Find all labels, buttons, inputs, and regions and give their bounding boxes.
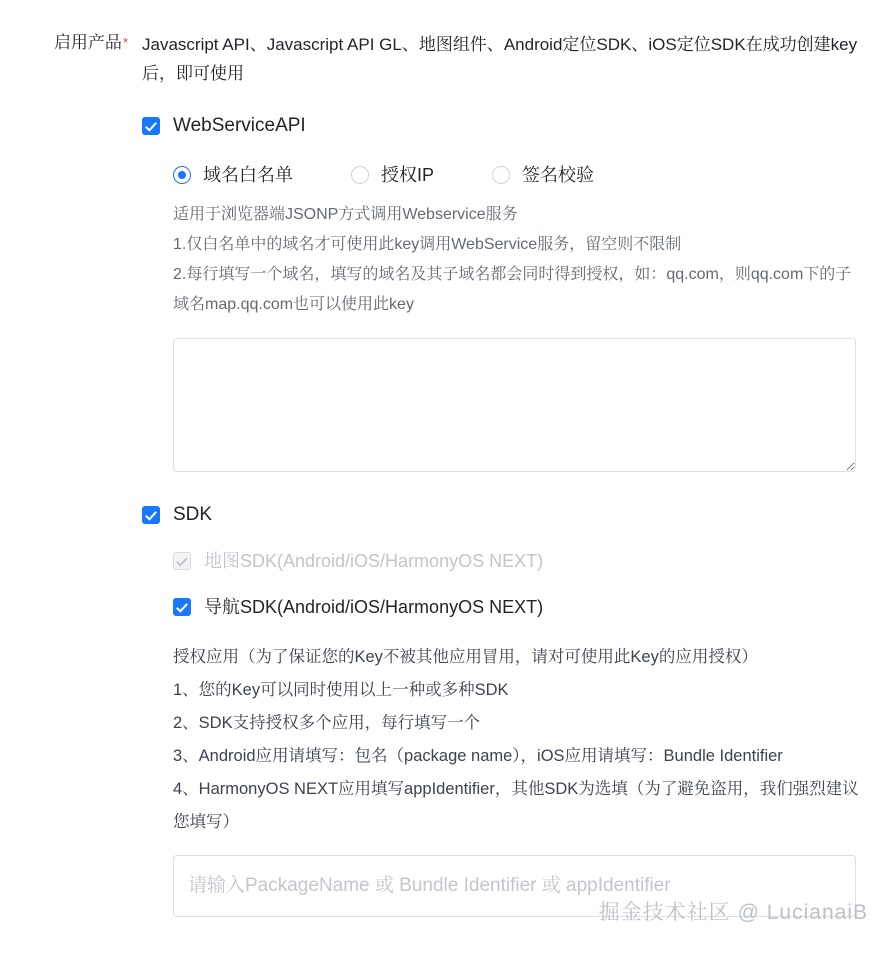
sdk-hint-2: 2、SDK支持授权多个应用，每行填写一个 — [173, 714, 481, 732]
navigation-sdk-checkbox[interactable] — [173, 598, 191, 616]
sdk-checkbox-row[interactable] — [142, 503, 870, 527]
webservice-hint-0: 适用于浏览器端JSONP方式调用Webservice服务 — [173, 206, 518, 223]
watermark-text: 掘金技术社区 @ LucianaiB — [598, 901, 868, 924]
map-sdk-label: 地图SDK(Android/iOS/HarmonyOS NEXT) — [204, 551, 544, 571]
sdk-hint-3: 3、Android应用请填写：包名（package name），iOS应用请填写：Bundle Identifier — [173, 747, 783, 765]
radio-signature-check-label: 签名校验 — [522, 165, 595, 185]
webservice-api-checkbox-row[interactable] — [142, 114, 870, 138]
map-sdk-checkbox-row — [173, 549, 870, 573]
enable-product-label — [0, 30, 128, 56]
product-intro-text: Javascript API、Javascript API GL、地图组件、Android定位SDK、iOS定位SDK在成功创建key后，即可使用 — [142, 35, 858, 83]
radio-domain-whitelist-indicator[interactable] — [173, 166, 191, 184]
radio-authorized-ip-label: 授权IP — [381, 165, 435, 185]
navigation-sdk-checkbox-row[interactable] — [173, 595, 870, 619]
radio-authorized-ip-indicator[interactable] — [351, 166, 369, 184]
webservice-api-options — [142, 164, 870, 477]
webservice-hints — [173, 200, 863, 320]
domain-whitelist-textarea[interactable] — [173, 338, 856, 472]
radio-signature-check-indicator[interactable] — [492, 166, 510, 184]
radio-signature-check[interactable] — [492, 164, 594, 186]
required-asterisk: * — [122, 35, 128, 50]
sdk-label: SDK — [173, 504, 213, 525]
radio-authorized-ip[interactable] — [351, 164, 434, 186]
sdk-hint-1: 1、您的Key可以同时使用以上一种或多种SDK — [173, 681, 509, 699]
webservice-api-label: WebServiceAPI — [173, 115, 306, 136]
navigation-sdk-label: 导航SDK(Android/iOS/HarmonyOS NEXT) — [204, 597, 544, 617]
webservice-api-checkbox[interactable] — [142, 117, 160, 135]
sdk-options — [142, 549, 870, 917]
webservice-hint-1: 1.仅白名单中的域名才可使用此key调用WebService服务，留空则不限制 — [173, 236, 682, 253]
radio-domain-whitelist-label: 域名白名单 — [203, 165, 293, 185]
enable-product-label-text: 启用产品 — [53, 33, 122, 52]
radio-domain-whitelist[interactable] — [173, 164, 293, 186]
webservice-auth-radio-group[interactable] — [173, 164, 870, 186]
map-sdk-checkbox — [173, 552, 191, 570]
app-identifier-input[interactable] — [173, 855, 856, 917]
sdk-hints — [173, 641, 870, 839]
enable-product-content — [128, 30, 890, 917]
sdk-checkbox[interactable] — [142, 506, 160, 524]
webservice-hint-2: 2.每行填写一个域名，填写的域名及其子域名都会同时得到授权，如：qq.com，则qq.com下的子域名map.qq.com也可以使用此key — [173, 266, 852, 313]
sdk-hint-0: 授权应用（为了保证您的Key不被其他应用冒用，请对可使用此Key的应用授权） — [173, 648, 758, 666]
sdk-hint-4: 4、HarmonyOS NEXT应用填写appIdentifier，其他SDK为选填（为了避免盗用，我们强烈建议您填写） — [173, 780, 859, 831]
